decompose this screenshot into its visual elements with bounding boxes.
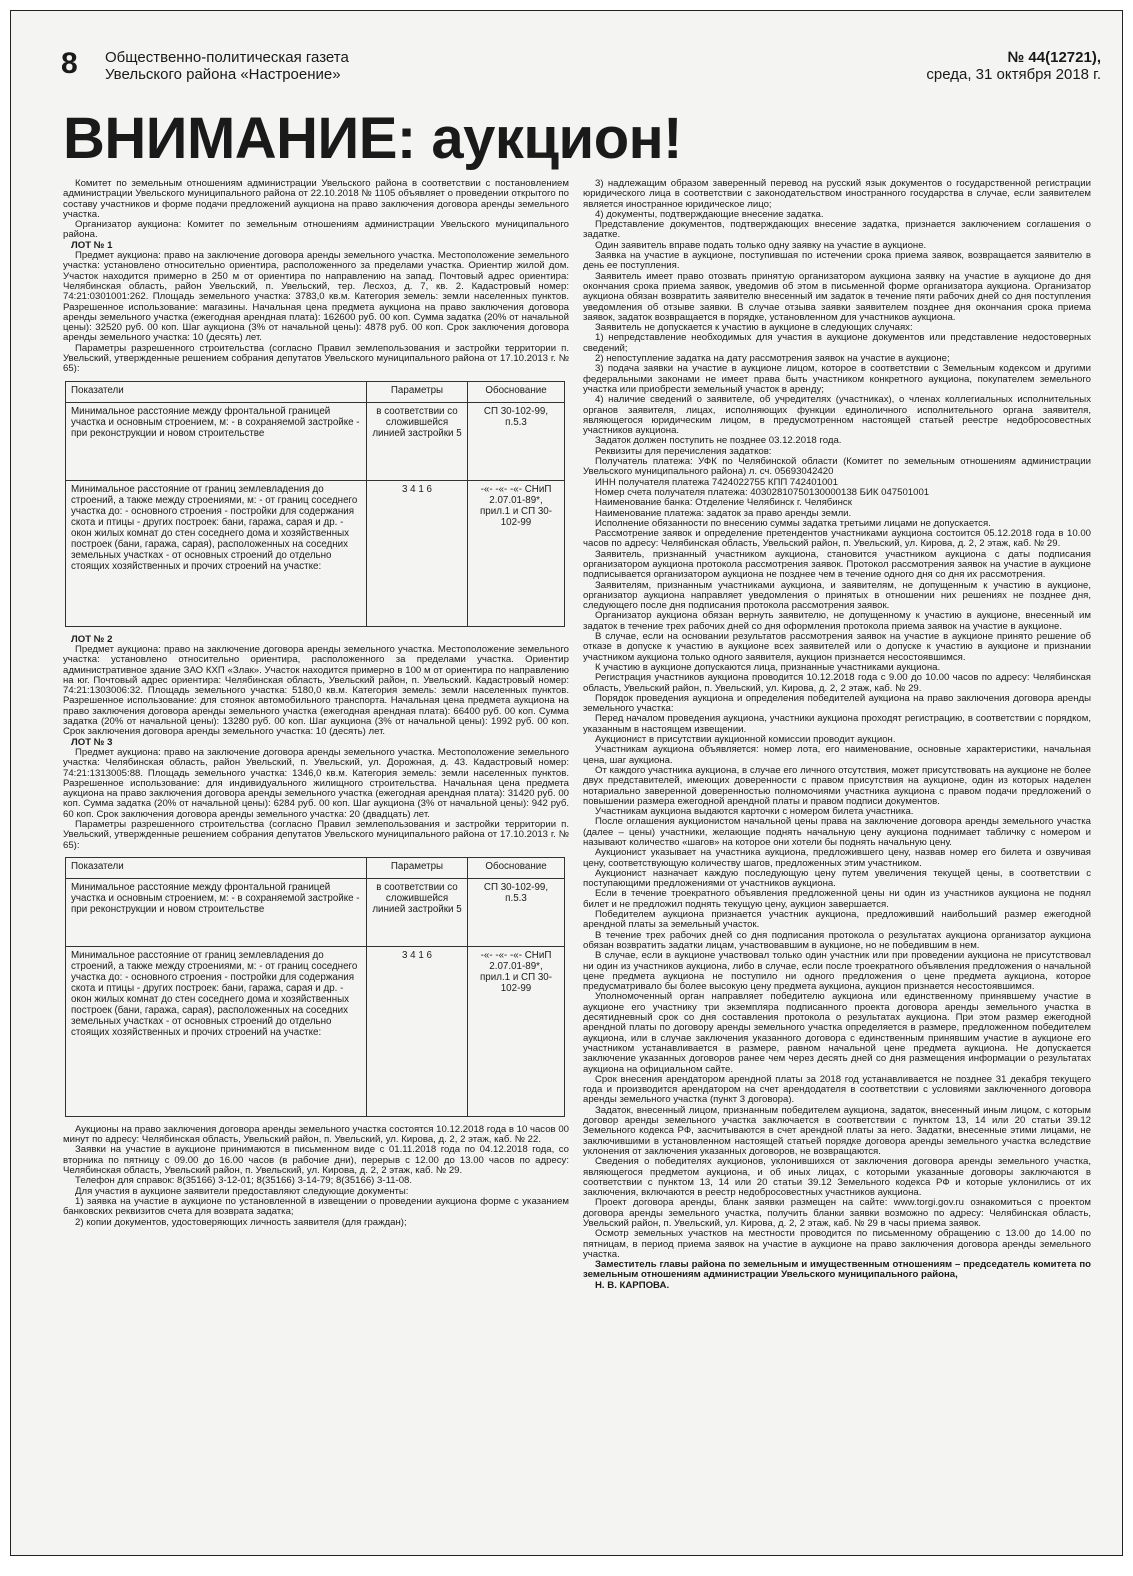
issue-number: № 44(12721), [1007,49,1101,66]
table-header: Обоснование [468,857,565,878]
paragraph: Аукционист назначает каждую последующую цену путем увеличения текущей цены, в соответствии с поступающими предложениями от участников аукциона. [583,867,1091,890]
table-cell: 3 4 1 6 [367,946,468,1116]
doc-1-paragraph: 1) заявка на участие в аукционе по установленной в извещении о проведении аукциона форме с указанием банковских реквизитов счета для возврата задатка; [63,1195,569,1218]
paragraph: Проект договора аренды, бланк заявки размещен на сайте: www.torgi.gov.ru ознакомиться с проектом договора аренды земельного участка, получить бланки заявки возможно по адресу: Челябинская область, Увельский район, п. Увельский, ул. Кирова, д. 2, 2 этаж, каб. № 29 в часы приема заявок. [583,1197,1091,1229]
paragraph: От каждого участника аукциона, в случае его личного отсутствия, может присутствовать на аукционе не более двух представителей, имеющих доверенности с правом присутствия на аукционе, один из которых наделен нотариально заверенной доверенностью полномочиями участника аукциона с правом подачи предложений о повышении размера ежегодной арендной платы и правом подписи документов. [583,764,1091,807]
lot-3-text: Предмет аукциона: право на заключение договора аренды земельного участка. Местоположение земельного участка: Челябинская область, район Увельский, п. Увельский, ул. Дорожная, д. 43. Кадастровый номер: 74:21:1313005:88. Площадь земельного участка: 1346,0 кв.м. Категория земель: земли населенных пунктов. Разрешенное использование: для индивидуального жилищного строительства. Начальная цена предмета аукциона на право заключения договора аренды земельного участка (ежегодная арендная плата): 31420 руб. 00 коп. Сумма задатка (20% от начальной цены): 6284 руб. 00 коп. Шаг аукциона (3% от начальной цены): 942 руб. 60 коп. Срок заключения договора аренды земельного участка: 20 (двадцать) лет. [63,746,569,820]
applications-paragraph: Заявки на участие в аукционе принимаются в письменном виде с 01.11.2018 года по 04.12.2018 года, со вторника по пятницу с 09.00 до 16.00 часов (в рабочие дни), перерыв с 12.00 до 13.00 часов по адресу: Челябинская область, Увельский район, п. Увельский, ул. Кирова, д. 2, 2 этаж, каб. № 29. [63,1144,569,1177]
table-header: Обоснование [468,381,565,402]
paragraph: Задаток, внесенный лицом, признанным победителем аукциона, задаток, внесенный иным лицом, с которым договор аренды земельного участка заключается в соответствии с пунктом 13, 14 или 20 статьи 39.12 Земельного кодекса РФ, засчитываются в счет арендной платы за него. Задатки, внесенные этими лицами, не заключившими в установленном настоящей статьей порядке договора аренды земельного участка вследствие уклонения от заключения указанных договоров, не возвращаются. [583,1104,1091,1157]
params-note-2: Параметры разрешенного строительства (согласно Правил землепользования и застройки территории п. Увельский, утвержденные решением собрания депутатов Увельского муниципального района от 17.10.2013 г. № 65): [63,818,569,851]
paragraph: Рассмотрение заявок и определение претендентов участниками аукциона состоится 05.12.2018 года в 10.00 часов по адресу: Челябинская область, Увельский район, п. Увельский, ул. Кирова, д. 2, 2 этаж, каб. № 29. [583,528,1091,550]
signature-title: Заместитель главы района по земельным и имущественным отношениям – председатель комитета по земельным отношениям администрации Увельского муниципального района, [583,1259,1091,1281]
table-header: Параметры [367,857,468,878]
lot-1-title: ЛОТ № 1 [71,239,113,251]
headline: ВНИМАНИЕ: аукцион! [63,106,682,171]
intro-paragraph: Комитет по земельным отношениям администрации Увельского района в соответствии с постановлением администрации Увельского муниципального района от 22.10.2018 № 1105 объявляет о проведении открытого по составу участников и форме подачи предложений аукциона на право заключения договора аренды земельного участка. [63,179,569,220]
paragraph: Участникам аукциона выдаются карточки с номером билета участника. [595,806,914,818]
left-column [63,179,569,1549]
table-cell: СП 30-102-99, п.5.3 [468,878,565,946]
deposit-deadline: Задаток должен поступить не позднее 03.12.2018 года. [595,435,842,447]
table-cell: в соответствии со сложившейся линией застройки 5 [367,402,468,480]
table-cell: Минимальное расстояние от границ землевладения до строений, а также между строениями, м: - от границ соседнего участка до: - основного строения - постройки для содержания скота и птицы - других построек: бани, гаража, сарая и др. - окон жилых комнат до стен соседнего дома и хозяйственных построек (бани, гаража, сарая), расположенных на соседних земельных участках - от основных строений до отдельно стоящих хозяйственных и прочих строений на участке: [66,480,367,626]
newspaper-page [10,10,1123,1556]
paragraph: Порядок проведения аукциона и определения победителей аукциона на право заключения договора аренды земельного участка: [583,692,1091,715]
bank-details: Получатель платежа: УФК по Челябинской области (Комитет по земельным отношениям администрации Увельского муниципального района) л. сч. 05693042420 [583,456,1091,478]
table-cell: СП 30-102-99, п.5.3 [468,402,565,480]
masthead [61,39,1101,99]
organizer-paragraph: Организатор аукциона: Комитет по земельным отношениям администрации Увельского муниципального района. [63,219,569,241]
lot-2-title: ЛОТ № 2 [71,633,113,645]
paragraph: Заявитель, признанный участником аукциона, становится участником аукциона с даты подписания организатором аукциона протокола рассмотрения заявок. Протокол рассмотрения заявок на участие в аукционе подписывается организатором аукциона не позднее чем в течение одного дня со дня их рассмотрения. [583,548,1091,581]
table-header: Параметры [367,381,468,402]
table-header: Показатели [66,857,367,878]
params-table-1 [65,381,565,627]
bank-details: Наименование платежа: задаток за право аренды земли. [595,507,852,519]
bank-details: ИНН получателя платежа 7424022755 КПП 742401001 [595,476,838,488]
paragraph: В течение трех рабочих дней со дня подписания протокола о результатах аукциона организатор аукциона обязан возвратить задатки лицам, участвовавшим в аукционе, но не победившим в нем. [583,929,1091,951]
table-cell: -«- -«- -«- СНиП 2.07.01-89*, прил.1 и СП 30-102-99 [468,480,565,626]
paragraph: Перед началом проведения аукциона, участники аукциона проходят регистрацию, в соответствии с порядком, указанным в настоящем извещении. [583,713,1091,735]
doc-3-paragraph: 3) надлежащим образом заверенный перевод на русский язык документов о государственной регистрации юридического лица в соответствии с законодательством иностранного государства в случае, если заявителем является иностранное юридическое лицо; [583,179,1091,210]
issue-info [926,49,1101,83]
paragraph: Сведения о победителях аукционов, уклонившихся от заключения договора аренды земельного участка, являющегося предметом аукциона, и об иных лицах, с которыми указанные договоры заключаются в соответствии с пунктом 13, 14 или 20 статьи 39.12 Земельного кодекса РФ и которые уклонились от их заключения, включаются в реестр недобросовестных участников аукциона. [583,1156,1091,1199]
paragraph: 2) непоступление задатка на дату рассмотрения заявок на участие в аукционе; [595,353,950,365]
paragraph: Если в течение троекратного объявления предложенной цены ни один из участников аукциона не поднял билет и не предложил поднять текущую цену, аукцион завершается. [583,888,1091,910]
signature-name: Н. В. КАРПОВА. [595,1279,670,1291]
table-cell: Минимальное расстояние между фронтальной границей участка и основным строением, м: - в сохраняемой застройке - при реконструкции и новом строительстве [66,402,367,480]
paragraph: 4) наличие сведений о заявителе, об учредителях (участниках), о членах коллегиальных исполнительных органов заявителя, лицах, исполняющих функции единоличного исполнительного органа заявителя, являющегося юридическим лицом, в предусмотренном настоящей статьей реестре недобросовестных участников аукциона. [583,394,1091,437]
paragraph: 3) подача заявки на участие в аукционе лицом, которое в соответствии с Земельным кодексом и другими федеральными законами не имеет права быть участником конкретного аукциона, покупателем земельного участка или приобрести земельный участок в аренду; [583,363,1091,395]
table-cell: в соответствии со сложившейся линией застройки 5 [367,878,468,946]
paragraph: Заявка на участие в аукционе, поступившая по истечении срока приема заявок, возвращается заявителю в день ее поступления. [583,250,1091,272]
paragraph: 1) непредставление необходимых для участия в аукционе документов или представление недостоверных сведений; [583,332,1091,354]
paragraph: Один заявитель вправе подать только одну заявку на участие в аукционе. [595,239,927,251]
paragraph: Победителем аукциона признается участник аукциона, предложивший наибольший размер ежегодной арендной платы за земельный участок. [583,909,1091,931]
paragraph: Заявитель не допускается к участию в аукционе в следующих случаях: [595,322,913,334]
publication-name [105,49,349,83]
lot-1-text: Предмет аукциона: право на заключение договора аренды земельного участка. Местоположение земельного участка: установлено относительно ориентира, расположенного за пределами участка. Ориентир жилой дом. Участок находится примерно в 250 м от ориентира по направлению на запад. Почтовый адрес ориентира: Челябинская область, район Увельский, п. Увельский, тер. Лесхоз, д. 7, кв. 2. Кадастровый номер: 74:21:0301001:262. Площадь земельного участка: 3783,0 кв.м. Категория земель: земли населенных пунктов. Разрешенное использование: магазины. Начальная цена предмета аукциона на право заключения договора аренды земельного участка (ежегодная арендная плата): 162600 руб. 00 коп. Сумма задатка (20% от начальной цены): 32520 руб. 00 коп. Шаг аукциона (3% от начальной цены): 4878 руб. 00 коп. Срок заключения договора аренды земельного участка: 10 (десять) лет. [63,250,569,344]
paragraph: Уполномоченный орган направляет победителю аукциона или единственному принявшему участие в аукционе его участнику три экземпляра подписанного проекта договора аренды земельного участка в десятидневный срок со дня составления протокола о результатах аукциона. При этом размер ежегодной арендной платы по договору аренды земельного участка определяется в размере, предложенном победителем аукциона, или в случае заключения указанного договора с единственным принявшим участие в аукционе его участником устанавливается в размере, равном начальной цене предмета аукциона. Не допускается заключение указанных договоров ранее чем через десять дней со дня размещения информации о результатах аукциона на официальном сайте. [583,991,1091,1075]
bank-details: Наименование банка: Отделение Челябинск г. Челябинск [595,497,852,509]
paragraph: Реквизиты для перечисления задатков: [595,445,772,457]
table-cell: -«- -«- -«- СНиП 2.07.01-89*, прил.1 и СП 30-102-99 [468,946,565,1116]
params-table-2 [65,857,565,1117]
paragraph: Участникам аукциона объявляется: номер лота, его наименование, основные характеристики, начальная цена, шаг аукциона. [583,744,1091,766]
table-cell: Минимальное расстояние от границ землевладения до строений, а также между строениями, м: - от границ соседнего участка до: - основного строения - постройки для содержания скота и птицы - других построек: бани, гаража, сарая и др. - окон жилых комнат до стен соседнего дома и хозяйственных построек (бани, гаража, сарая), расположенных на соседних земельных участках - от основных строений до отдельно стоящих хозяйственных и прочих строений на участке: [66,946,367,1116]
paragraph: Осмотр земельных участков на местности проводится по письменному обращению с 13.00 до 14.00 по пятницам, в период приема заявок на участие в аукционе на право заключения договора аренды земельного участка. [583,1228,1091,1260]
bank-details: Номер счета получателя платежа: 40302810750130000138 БИК 047501001 [595,486,930,498]
lot-2-text: Предмет аукциона: право на заключение договора аренды земельного участка. Местоположение земельного участка: установлено относительно ориентира, расположенного за пределами участка. Ориентир административное здание ЗАО КХП «Злак». Участок находится примерно в 100 м от ориентира по направлению на юг. Почтовый адрес ориентира: Челябинская область, Увельский район, п. Увельский. Кадастровый номер: 74:21:1303006:32. Площадь земельного участка: 5180,0 кв.м. Категория земель: земли населенных пунктов. Разрешенное использование: для стоянок автомобильного транспорта. Начальная цена предмета аукциона на право заключения договора аренды земельного участка (ежегодная арендная плата): 66400 руб. 00 коп. Сумма задатка (20% от начальной цены): 13280 руб. 00 коп. Шаг аукциона (3% от начальной цены): 1992 руб. 00 коп. Срок заключения договора аренды земельного участка: 10 (десять) лет. [63,643,569,738]
table-cell: Минимальное расстояние между фронтальной границей участка и основным строением, м: - в сохраняемой застройке - при реконструкции и новом строительстве [66,878,367,946]
paragraph: После оглашения аукционистом начальной цены права на заключение договора аренды земельного участка (далее – цены) участники, желающие поднять начальную цену аукциона поднимает табличку с номером и называют количество «шагов» на которое они хотели бы поднять начальную цену. [583,816,1091,848]
paragraph: Аукционист указывает на участника аукциона, предложившего цену, назвав номер его билета и озвучивая цену, соответствующую количеству шагов, предложенных этим участником. [583,847,1091,869]
paragraph: Представление документов, подтверждающих внесение задатка, признается заключением соглашения о задатке. [583,219,1091,241]
paragraph: Организатор аукциона обязан вернуть заявителю, не допущенному к участию в аукционе, внесенный им задаток в течение трех рабочих дней со дня оформления протокола приема заявок на участие в аукционе. [583,610,1091,632]
paragraph: В случае, если на основании результатов рассмотрения заявок на участие в аукционе принято решение об отказе в допуске к участию в аукционе всех заявителей или о допуске к участию в аукционе и признании участником аукциона только одного заявителя, аукцион признается несостоявшимся. [583,631,1091,663]
auction-date-paragraph: Аукционы на право заключения договора аренды земельного участка состоятся 10.12.2018 года в 10 часов 00 минут по адресу: Челябинская область, Увельский район, п. Увельский, ул. Кирова, д. 2, 2 этаж, каб. № 22. [63,1123,569,1146]
publication-line-2: Увельского района «Настроение» [105,66,341,83]
paragraph: Заявителям, признанным участниками аукциона, и заявителям, не допущенным к участию в аукционе, организатор аукциона направляет уведомления о принятых в отношении них решениях не позднее дня, следующего после дня подписания протокола рассмотрения заявок. [583,579,1091,612]
docs-intro-paragraph: Для участия в аукционе заявители предоставляют следующие документы: [75,1185,409,1197]
right-column [583,179,1091,1529]
page-number: 8 [61,47,78,80]
table-header: Показатели [66,381,367,402]
phone-paragraph: Телефон для справок: 8(35166) 3-12-01; 8(35166) 3-14-79; 8(35166) 3-11-08. [75,1175,413,1187]
paragraph: Заявитель имеет право отозвать принятую организатором аукциона заявку на участие в аукционе до дня окончания срока приема заявок, уведомив об этом в письменной форме организатора аукциона. Организатор аукциона обязан возвратить заявителю внесенный им задаток в течение пяти рабочих дней со дня поступления уведомления об отзыве заявки. В случае отзыва заявки заявителем позднее дня окончания срока приема заявок, задаток возвращается в порядке, установленном для участников аукциона. [583,270,1091,323]
paragraph: Срок внесения арендатором арендной платы за 2018 год устанавливается не позднее 31 декабря текущего года и производится арендатором на счет арендодателя в соответствии с условиями заключенного договора аренды земельного участка (пункт 3 договора). [583,1073,1091,1106]
params-note-1: Параметры разрешенного строительства (согласно Правил землепользования и застройки территории п. Увельский, утвержденные решением собрания депутатов Увельского муниципального района от 17.10.2013 г. № 65): [63,342,569,375]
lot-3-title: ЛОТ № 3 [71,736,113,748]
publication-line-1: Общественно-политическая газета [105,49,349,66]
paragraph: В случае, если в аукционе участвовал только один участник или при проведении аукциона не присутствовал ни один из участников аукциона, либо в случае, если после троекратного объявления предложения о начальной цене предмета аукциона не поступило ни одного предложения о цене предмета аукциона, которое предусматривало бы более высокую цену предмета аукциона, аукцион признается несостоявшимся. [583,950,1091,993]
doc-2-paragraph: 2) копии документов, удостоверяющих личность заявителя (для граждан); [75,1216,407,1228]
table-cell: 3 4 1 6 [367,480,468,626]
paragraph: Исполнение обязанности по внесению суммы задатка третьими лицами не допускается. [595,517,991,529]
paragraph: К участию в аукционе допускаются лица, признанные участниками аукциона. [595,661,941,673]
issue-date: среда, 31 октября 2018 г. [926,66,1101,83]
paragraph: Регистрация участников аукциона проводится 10.12.2018 года с 9.00 до 10.00 часов по адресу: Челябинская область, Увельский район, п. Увельский, ул. Кирова, д. 2, 2 этаж, каб. № 29. [583,672,1091,694]
paragraph: Аукционист в присутствии аукционной комиссии проводит аукцион. [595,734,896,746]
doc-4-paragraph: 4) документы, подтверждающие внесение задатка. [595,208,824,220]
